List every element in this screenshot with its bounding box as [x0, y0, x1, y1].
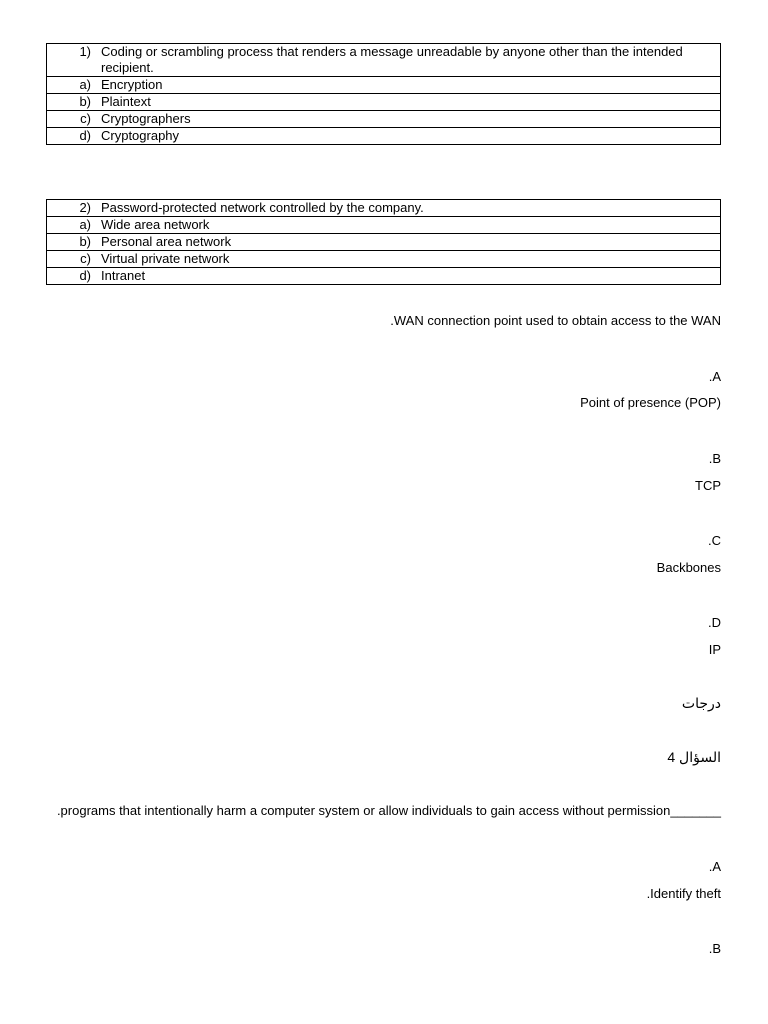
question-4-text: .programs that intentionally harm a computer system or allow individuals to gain access without permission_______	[56, 803, 721, 818]
option-a-letter: .A	[708, 859, 721, 874]
option-d-letter: .D	[708, 615, 721, 630]
option-d-text: IP	[708, 642, 721, 657]
option-row	[47, 111, 721, 128]
option-text: Personal area network	[101, 234, 721, 251]
option-letter: d)	[47, 128, 102, 145]
option-b-text: TCP	[695, 478, 721, 493]
option-text: Intranet	[101, 268, 721, 285]
option-letter: a)	[47, 77, 102, 94]
question-number: 2)	[47, 200, 102, 217]
question-row	[47, 44, 721, 77]
option-c-text: Backbones	[656, 560, 721, 575]
question-row	[47, 200, 721, 217]
option-a-letter: .A	[708, 369, 721, 384]
option-letter: b)	[47, 234, 102, 251]
option-letter: c)	[47, 251, 102, 268]
option-text: Cryptographers	[101, 111, 721, 128]
option-b-letter: .B	[708, 451, 721, 466]
option-row	[47, 77, 721, 94]
option-text: Encryption	[101, 77, 721, 94]
option-text: Plaintext	[101, 94, 721, 111]
option-text: Wide area network	[101, 217, 721, 234]
question-text: Coding or scrambling process that renders a message unreadable by anyone other than the intended recipient.	[101, 44, 721, 77]
question-1-table	[46, 43, 721, 145]
option-row	[47, 251, 721, 268]
option-a-text: .Identify theft	[646, 886, 721, 901]
option-text: Cryptography	[101, 128, 721, 145]
option-row	[47, 217, 721, 234]
option-row	[47, 268, 721, 285]
option-letter: a)	[47, 217, 102, 234]
option-letter: b)	[47, 94, 102, 111]
question-4-header: السؤال 4	[667, 749, 721, 765]
question-3-text: .WAN connection point used to obtain access to the WAN	[390, 313, 721, 328]
option-row	[47, 234, 721, 251]
option-row	[47, 94, 721, 111]
option-b-letter: .B	[708, 941, 721, 956]
question-text: Password-protected network controlled by the company.	[101, 200, 721, 217]
grades-label: درجات	[681, 695, 721, 711]
question-number: 1)	[47, 44, 102, 77]
option-c-letter: .C	[708, 533, 721, 548]
option-a-text: Point of presence (POP)	[580, 395, 721, 410]
option-row	[47, 128, 721, 145]
option-letter: d)	[47, 268, 102, 285]
question-2-table	[46, 199, 721, 285]
option-letter: c)	[47, 111, 102, 128]
option-text: Virtual private network	[101, 251, 721, 268]
